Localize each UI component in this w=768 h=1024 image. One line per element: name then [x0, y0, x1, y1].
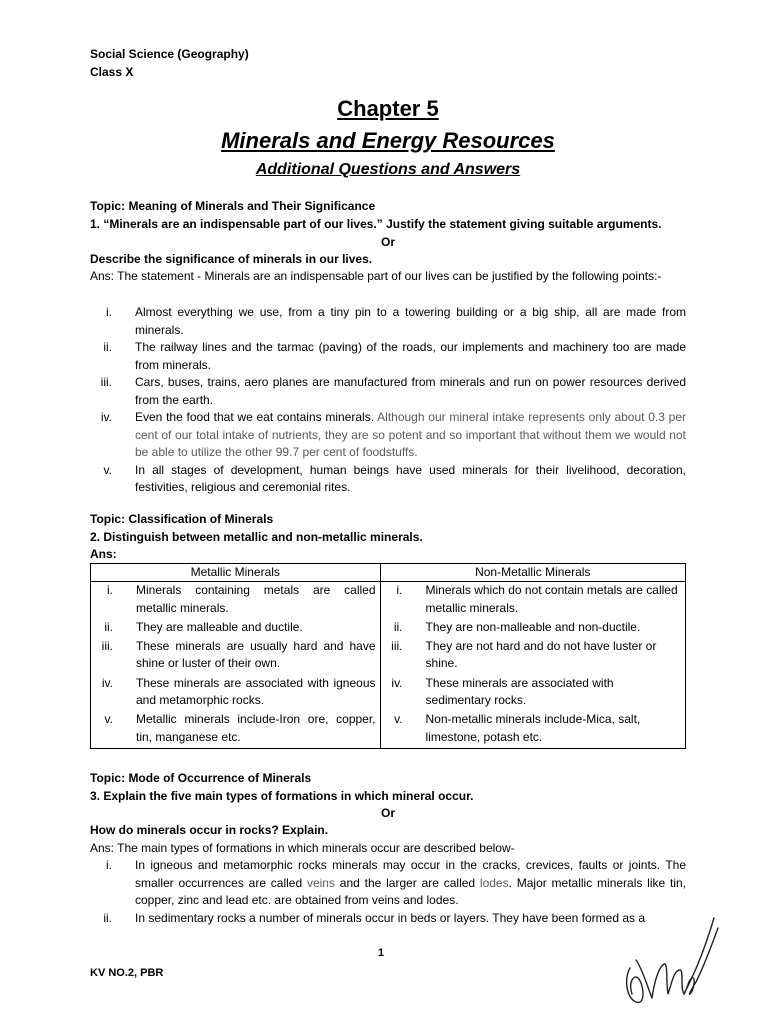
- topic-heading: Topic: Mode of Occurrence of Minerals: [90, 771, 312, 785]
- question-2: 2. Distinguish between metallic and non-metallic minerals.: [90, 530, 423, 544]
- list-item: ii. The railway lines and the tarmac (paving) of the roads, our implements and machinery too are made from minerals.: [103, 340, 686, 372]
- chapter-subtitle: Additional Questions and Answers: [255, 161, 521, 178]
- or-separator: Or: [380, 806, 395, 820]
- or-separator: Or: [380, 235, 395, 249]
- question-1-alt: Describe the significance of minerals in our lives.: [90, 252, 373, 266]
- table-row: i. Minerals containing metals are called metallic minerals. i. Minerals which do not contain metals are called metallic minerals.: [91, 582, 686, 619]
- school-label: KV NO.2, PBR: [90, 967, 164, 979]
- column-header-metallic: Metallic Minerals: [91, 564, 381, 582]
- topic-heading: Topic: Classification of Minerals: [90, 512, 274, 526]
- answer-2-label: Ans:: [90, 547, 117, 561]
- table-row: iii. These minerals are usually hard and have shine or luster of their own. iii. They are not hard and do not have luster or shine.: [91, 638, 686, 675]
- answer-3-points: [90, 857, 686, 927]
- question-3-alt: How do minerals occur in rocks? Explain.: [90, 823, 329, 837]
- page-number: 1: [378, 947, 385, 959]
- subject-label: Social Science (Geography): [90, 47, 249, 61]
- list-item: i. Almost everything we use, from a tiny pin to a towering building or a big ship, all are made from minerals.: [106, 305, 686, 337]
- list-item: v. In all stages of development, human beings have used minerals for their livelihood, decoration, festivities, religious and ceremonial rites.: [103, 462, 686, 494]
- class-label: Class X: [90, 65, 134, 79]
- chapter-name: Minerals and Energy Resources: [221, 128, 555, 153]
- answer-1-points: [90, 304, 686, 497]
- answer-3-intro: Ans: The main types of formations in which minerals occur are described below-: [90, 841, 515, 855]
- question-3: 3. Explain the five main types of formations in which mineral occur.: [90, 789, 474, 803]
- list-item: i. In igneous and metamorphic rocks minerals may occur in the cracks, crevices, faults or joints. The smaller occurrences are called veins and the larger are called lodes. Major metallic minerals like tin, copper, zinc and lead etc. are obtained from veins and lodes.: [106, 858, 686, 907]
- topic-heading: Topic: Meaning of Minerals and Their Significance: [90, 199, 376, 213]
- column-header-nonmetallic: Non-Metallic Minerals: [380, 564, 685, 582]
- signature-mark: [622, 898, 722, 1010]
- question-1: 1. “Minerals are an indispensable part of our lives.” Justify the statement giving suitable arguments.: [90, 217, 662, 231]
- table-row: iv. These minerals are associated with igneous and metamorphic rocks. iv. These minerals are associated with sedimentary rocks.: [91, 675, 686, 712]
- comparison-table: [90, 563, 686, 749]
- answer-1-intro: Ans: The statement - Minerals are an indispensable part of our lives can be justified by the following points:-: [90, 269, 662, 283]
- table-row: ii. They are malleable and ductile. ii. They are non-malleable and non-ductile.: [91, 619, 686, 638]
- chapter-title: Chapter 5: [337, 96, 439, 121]
- list-item: iii. Cars, buses, trains, aero planes are manufactured from minerals and run on power resources derived from the earth.: [100, 375, 686, 407]
- list-item: iv. Even the food that we eat contains minerals. Although our mineral intake represents only about 0.3 per cent of our total intake of nutrients, they are so potent and so important that without them we would not be able to utilize the other 99.7 per cent of foodstuffs.: [100, 410, 686, 459]
- list-item: ii. In sedimentary rocks a number of minerals occur in beds or layers. They have been formed as a: [103, 910, 646, 925]
- table-row: v. Metallic minerals include-Iron ore, copper, tin, manganese etc. v. Non-metallic minerals include-Mica, salt, limestone, potash etc.: [91, 711, 686, 748]
